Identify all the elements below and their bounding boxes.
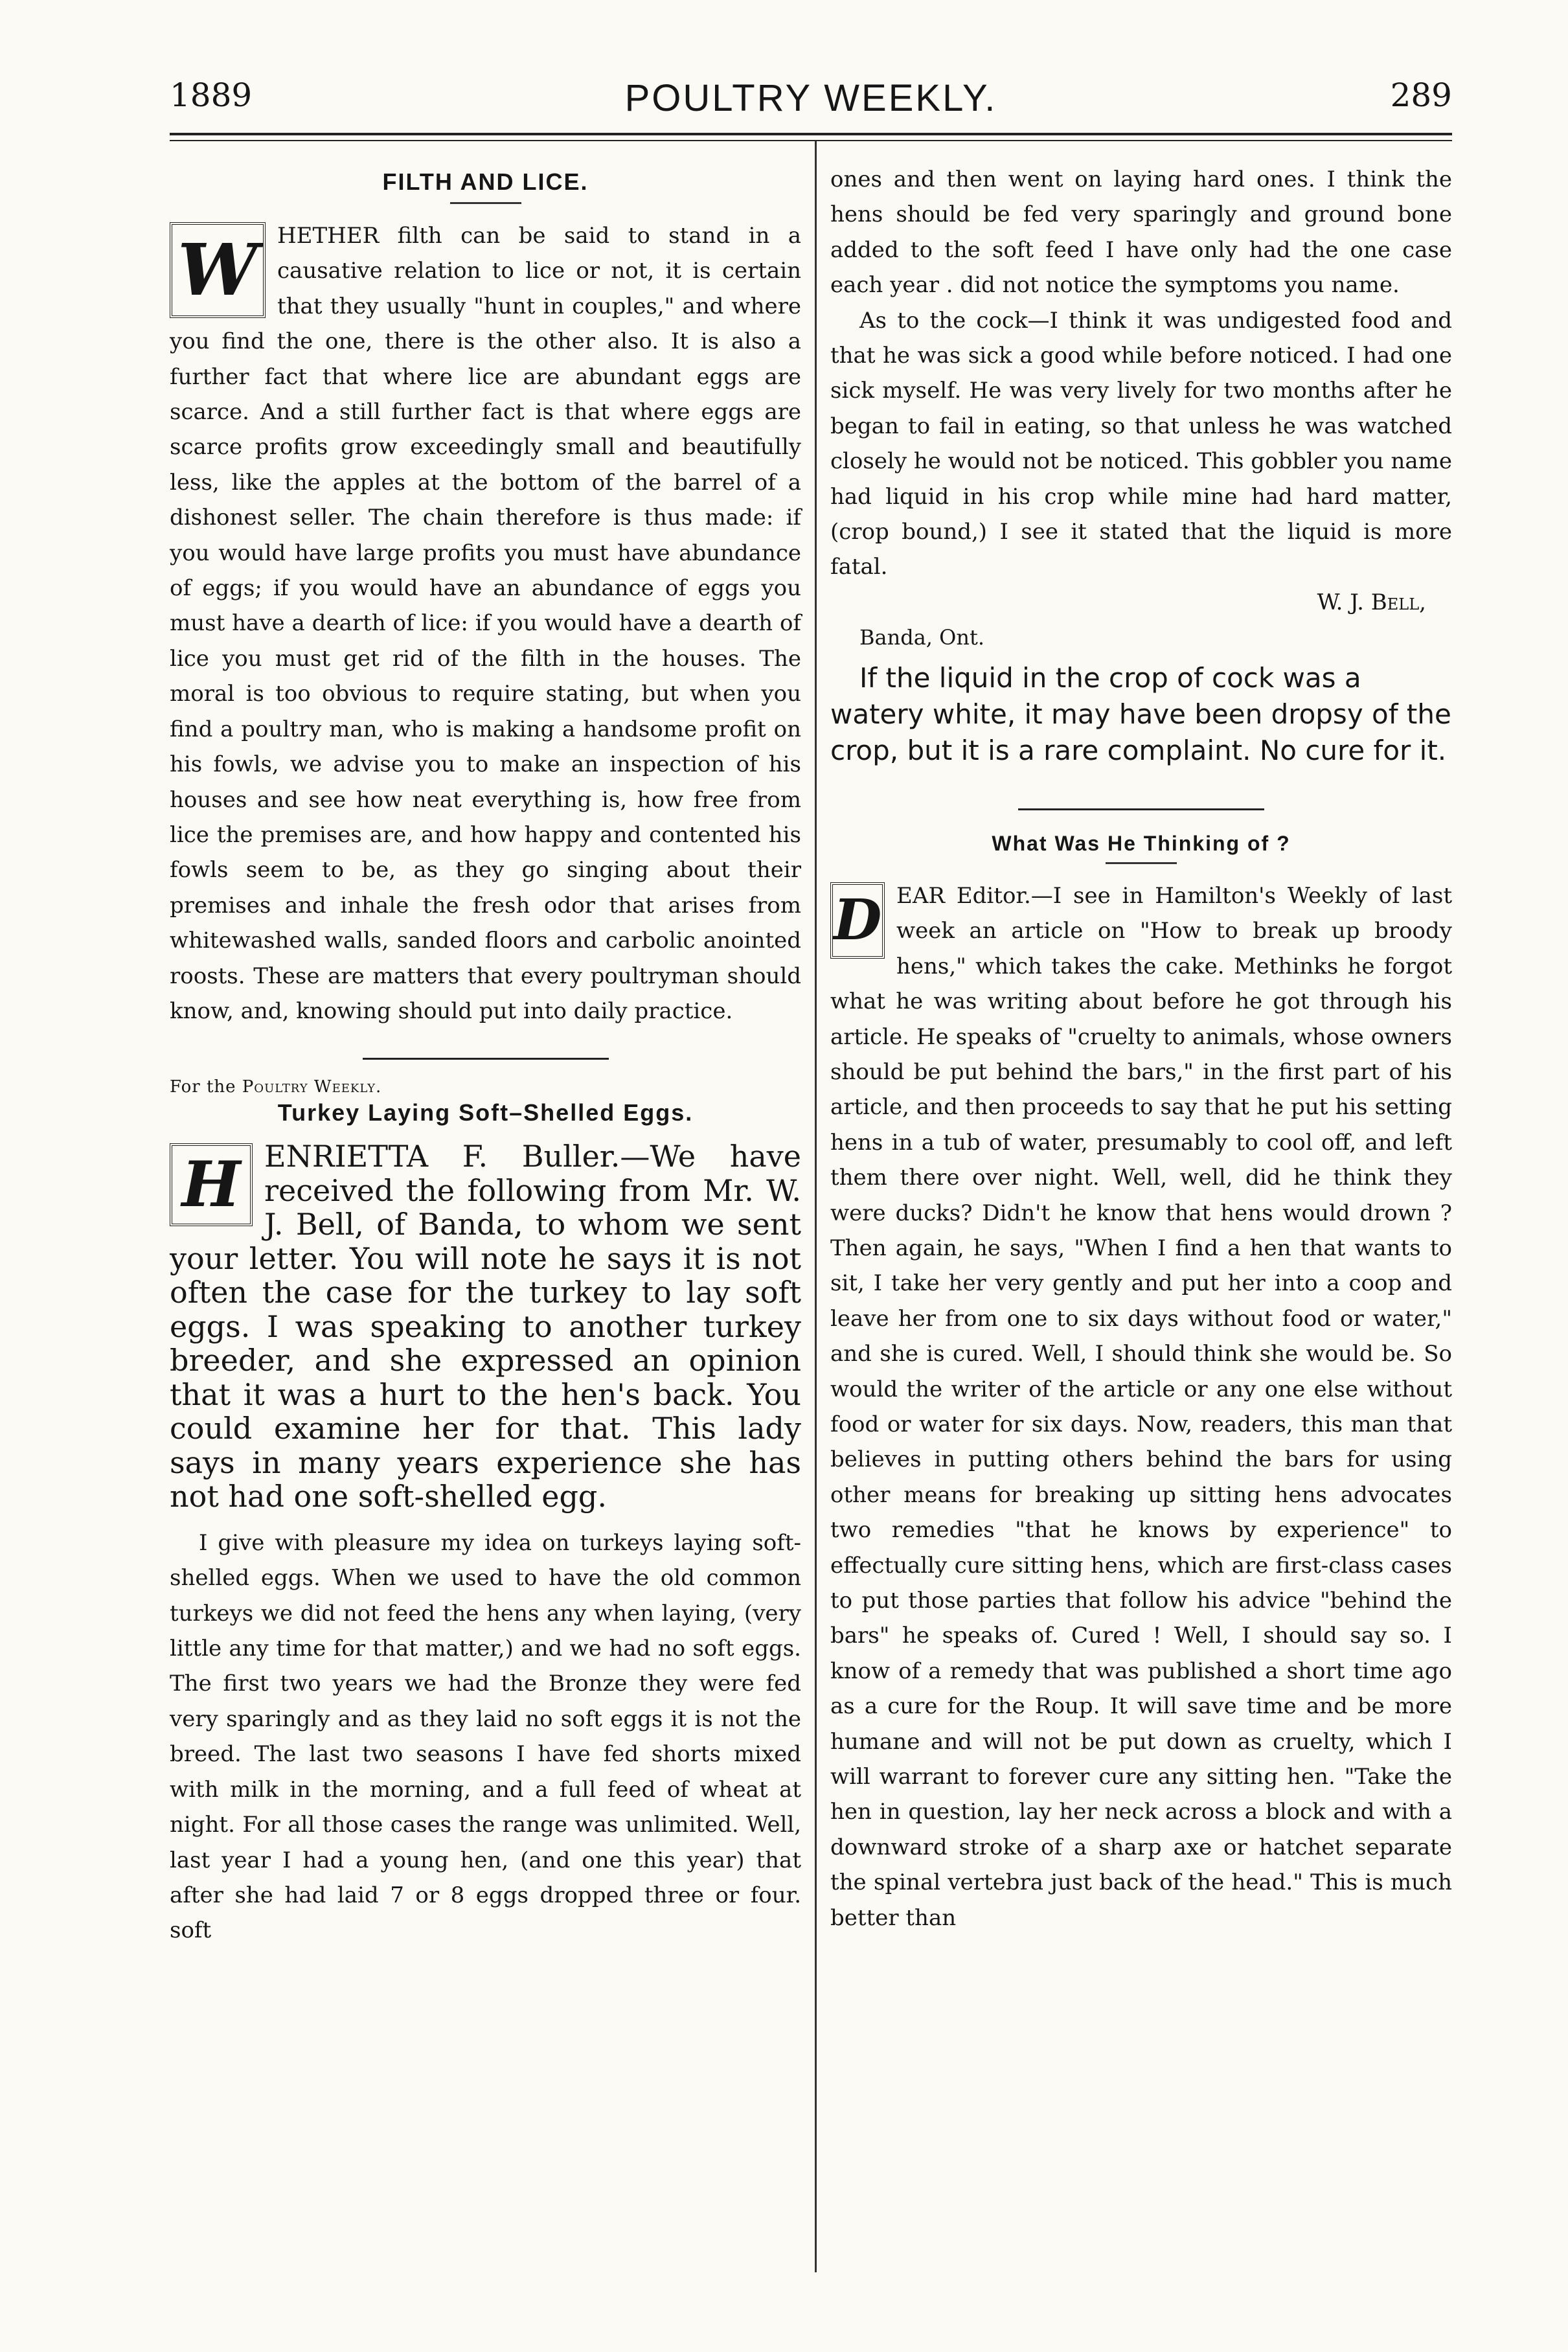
signature: W. J. Bell, — [1317, 589, 1426, 615]
dropcap-h: H — [170, 1143, 253, 1226]
turkey-letter: I give with pleasure my idea on turkeys laying soft-shelled eggs. When we used to have the old common turkeys we did not feed the hens any when laying, (very little any time for that matter,) and we had no soft eggs. The first two years we had the Bronze they were fed very sparingly and as they laid no soft eggs it is not the breed. The last two seasons I have fed shorts mixed with milk in the morning, and a full feed of wheat at night. For all those cases the range was unlimited. Well, last year I had a young hen, (and one this year) that after she had laid 7 or 8 eggs dropped three or four. soft — [170, 1529, 801, 1944]
filth-heading: FILTH AND LICE. — [382, 168, 589, 195]
column-divider — [815, 141, 817, 2272]
section-ornament — [170, 1048, 801, 1069]
turkey-credit — [170, 1077, 801, 1097]
thinking-article — [830, 878, 1452, 1935]
thinking-heading: What Was He Thinking of ? — [992, 831, 1291, 855]
filth-article — [170, 218, 801, 1029]
letter-continuation: ones and then went on laying hard ones. I think the hens should be fed very sparingly and ground bone added to the soft feed I have only had the one case each year . did not notice the symptoms you name. — [830, 166, 1452, 299]
turkey-intro — [170, 1139, 801, 1514]
turkey-heading: Turkey Laying Soft–Shelled Eggs. — [277, 1099, 694, 1126]
left-column — [170, 162, 801, 1948]
header-rule-thin — [170, 140, 1452, 141]
page-number: 289 — [1390, 76, 1452, 114]
editor-reply: If the liquid in the crop of cock was a watery white, it may have been dropsy of the crop, but it is a rare complaint. No cure for it. — [830, 661, 1451, 766]
right-column — [830, 162, 1452, 1935]
masthead-title: POULTRY WEEKLY. — [624, 77, 997, 119]
cock-paragraph: As to the cock—I think it was undigested food and that he was sick a good while before noticed. I had one sick myself. He was very lively for two months after he began to fail in eating, so that unless he was watched closely he would not be noticed. This gobbler you name had liquid in his crop while mine had hard matter, (crop bound,) I see it stated that the liquid is more fatal. — [830, 307, 1453, 580]
heading-rule-2 — [1106, 862, 1177, 864]
place-name: Banda, Ont. — [859, 624, 984, 650]
credit-prefix: For the — [170, 1077, 236, 1097]
section-ornament-2 — [830, 799, 1452, 820]
dropcap-w: W — [170, 222, 266, 318]
header-rule — [170, 133, 1452, 135]
masthead — [170, 76, 1452, 128]
heading-rule — [450, 202, 521, 204]
masthead-year: 1889 — [170, 76, 253, 114]
credit-publication: Poultry Weekly. — [242, 1077, 382, 1097]
thinking-text: EAR Editor.—I see in Hamilton's Weekly of last week an article on "How to break up broody hens," which takes the cake. Methinks he forgot what he was writing about before he got through his article. He speaks of "cruelty to animals, whose owners should be put behind the bars," in the first part of his article, and then proceeds to say that he put his setting hens in a tub of water, presumably to cool off, and left them there over night. Well, well, did he think they were ducks? Didn't he know that hens would drown ? Then again, he says, "When I find a hen that wants to sit, I take her very gently and put her into a coop and leave her from one to six days without food or water," and she is cured. Well, I should think she would be. So would the writer of the article or any one else without food or water for six days. Now, readers, this man that believes in putting others behind the bars for using other means for breaking up sitting hens advocates two remedies "that he knows by experience" to effectually cure sitting hens, which are first-class cases to put those parties that follow his advice "behind the bars" he speaks of. Cured ! Well, I should say so. I know of a remedy that was published a short time ago as a cure for the Roup. It will save time and be more humane and will not be put down as cruelty, which I will warrant to forever cure any sitting hen. "Take the hen in question, lay her neck across a block and with a downward stroke of a sharp axe or hatchet separate the spinal vertebra just back of the head." This is much better than — [830, 882, 1452, 1931]
turkey-intro-text: ENRIETTA F. Buller.—We have received the following from Mr. W. J. Bell, of Banda, to whom we sent your letter. You will note he says it is not often the case for the turkey to lay soft eggs. I was speaking to another turkey breeder, and she expressed an opinion that it was a hurt to the hen's back. You could examine her for that. This lady says in many years experience she has not had one soft-shelled egg. — [170, 1139, 801, 1514]
filth-text: HETHER filth can be said to stand in a causative relation to lice or not, it is certain that they usually "hunt in couples," and where you find the one, there is the other also. It is also a further fact that where lice are abundant eggs are scarce. And a still further fact is that where eggs are scarce profits grow exceedingly small and beautifully less, like the apples at the bottom of the barrel of a dishonest seller. The chain therefore is thus made: if you would have large profits you must have abundance of eggs; if you would have an abundance of eggs you must have a dearth of lice: if you would have a dearth of lice you must get rid of the filth in the houses. The moral is too obvious to require stating, but when you find a poultry man, who is making a handsome profit on his fowls, we advise you to make an inspection of his houses and see how neat everything is, how free from lice the premises are, and how happy and contented his fowls seem to be, as they go singing about their premises and inhale the fresh odor that arises from whitewashed walls, sanded floors and carbolic anointed roosts. These are matters that every poultryman should know, and, knowing should put into daily practice. — [170, 223, 801, 1024]
dropcap-d: D — [830, 882, 885, 959]
